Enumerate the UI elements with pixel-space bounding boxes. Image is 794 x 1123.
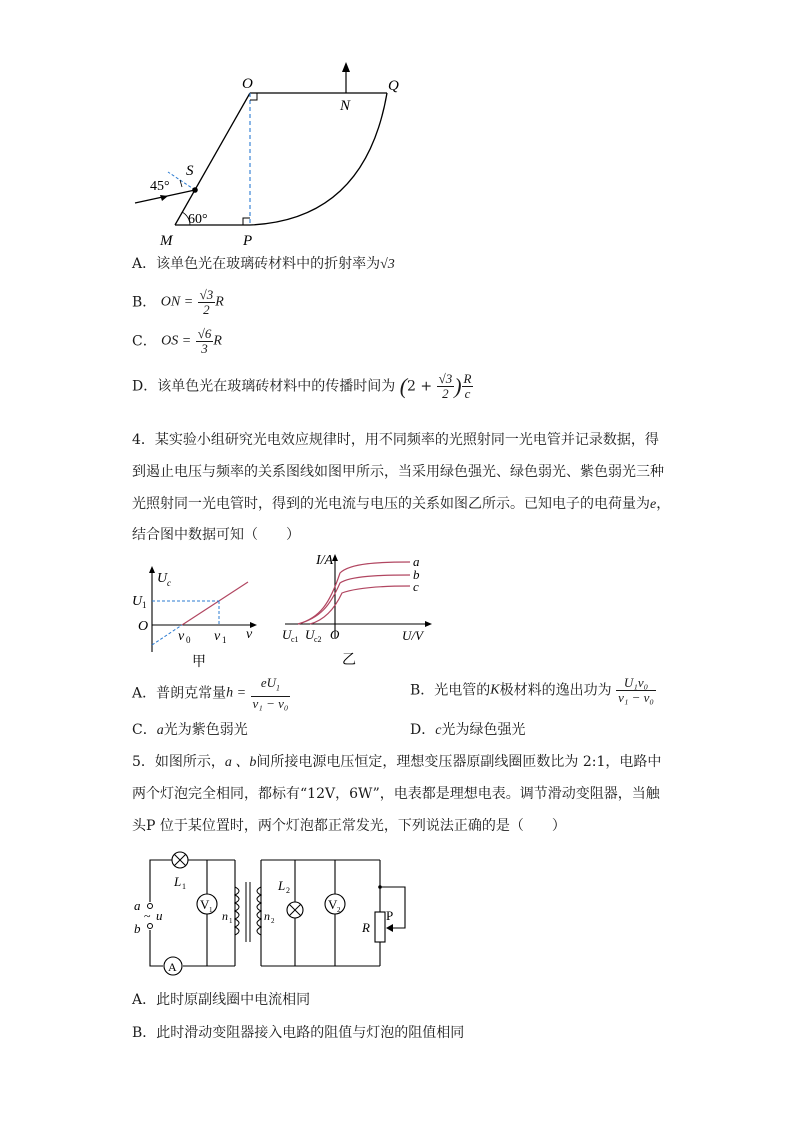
label-45: 45° xyxy=(150,179,170,194)
svg-text:0: 0 xyxy=(186,635,191,645)
label-60: 60° xyxy=(188,212,208,227)
svg-text:U: U xyxy=(157,571,168,586)
svg-text:~: ~ xyxy=(144,909,151,923)
svg-text:L: L xyxy=(174,874,182,889)
q5-line3: 头P 位于某位置时，两个灯泡都正常发光，下列说法正确的是（ ） xyxy=(132,818,566,834)
svg-text:c: c xyxy=(413,579,419,594)
curve-b xyxy=(298,575,410,624)
q3-b-fraction: $\frac{√3}{2}$ xyxy=(199,287,214,317)
q3-option-a[interactable]: A．该单色光在玻璃砖材料中的折射率为√3 xyxy=(132,256,395,272)
svg-text:U: U xyxy=(305,627,315,642)
curve-a xyxy=(298,562,410,624)
svg-text:O: O xyxy=(138,619,149,634)
svg-text:P: P xyxy=(386,908,394,923)
svg-text:2: 2 xyxy=(337,906,341,914)
ray-arrow xyxy=(160,195,168,201)
svg-text:2: 2 xyxy=(286,886,290,895)
svg-text:a: a xyxy=(134,898,141,913)
svg-text:L: L xyxy=(278,878,286,893)
q3-d-fraction1: $\frac{√3}{2}$ xyxy=(438,371,453,401)
label-N: N xyxy=(340,98,351,114)
q5-option-a[interactable]: A．此时原副线圈中电流相同 xyxy=(132,992,311,1008)
right-angle-O xyxy=(250,93,257,100)
svg-text:甲: 甲 xyxy=(192,655,206,670)
svg-text:1: 1 xyxy=(222,635,227,645)
svg-text:1: 1 xyxy=(142,600,147,610)
svg-text:1: 1 xyxy=(209,906,213,914)
svg-text:c: c xyxy=(167,578,171,588)
svg-text:O: O xyxy=(330,627,340,642)
q4-option-c[interactable]: C．a光为紫色弱光 xyxy=(132,722,248,738)
q4-line1: 4．某实验小组研究光电效应规律时，用不同频率的光照射同一光电管并记录数据，得 xyxy=(132,432,659,448)
jia-line xyxy=(182,582,248,625)
q5-option-b[interactable]: B．此时滑动变阻器接入电路的阻值与灯泡的阻值相同 xyxy=(132,1025,465,1041)
svg-text:b: b xyxy=(413,567,420,582)
q4-line3: 光照射同一光电管时，得到的光电流与电压的关系如图乙所示。已知电子的电荷量为e， xyxy=(132,496,671,512)
q3-c-fraction: $\frac{√6}{3}$ xyxy=(197,326,212,356)
svg-text:a: a xyxy=(413,554,420,569)
svg-text:b: b xyxy=(134,921,141,936)
q4-option-d[interactable]: D．c光为绿色强光 xyxy=(410,722,526,738)
q4-line4: 结合图中数据可知（ ） xyxy=(132,527,300,543)
svg-text:ν: ν xyxy=(178,629,185,644)
q4-option-b[interactable]: B．光电管的K极材料的逸出功为 $\frac{\text{U₁ν₀}}{\text{ν₁ − ν₀}}$ xyxy=(410,675,654,705)
svg-text:ν: ν xyxy=(246,627,253,642)
svg-text:I/A: I/A xyxy=(316,553,334,568)
edge-OM xyxy=(175,93,250,225)
svg-text:1: 1 xyxy=(229,917,233,925)
q3-option-c[interactable]: C． OS = $\frac{√6}{3}$ R xyxy=(132,326,222,356)
svg-text:U: U xyxy=(282,627,292,642)
svg-text:n: n xyxy=(222,909,228,923)
svg-text:V: V xyxy=(200,897,210,912)
rheostat-R-icon xyxy=(375,912,385,942)
q4-b-fraction: $\frac{\text{U₁ν₀}}{\text{ν₁ − ν₀}}$ xyxy=(618,675,654,705)
svg-text:U/V: U/V xyxy=(402,628,423,643)
q3-option-d[interactable]: D．该单色光在玻璃砖材料中的传播时间为 (2 + $\frac{√3}{2}$ ) $\frac{R}{c}$ xyxy=(132,371,472,401)
svg-text:2: 2 xyxy=(271,917,275,925)
exit-arrow xyxy=(342,62,350,72)
svg-text:A: A xyxy=(168,960,177,974)
svg-text:ν: ν xyxy=(214,629,221,644)
right-angle-P xyxy=(243,218,250,225)
svg-text:R: R xyxy=(362,920,370,935)
q5-line2: 两个灯泡完全相同，都标有“12V，6W”，电表都是理想电表。调节滑动变阻器，当触 xyxy=(132,786,660,802)
svg-text:V: V xyxy=(328,897,338,912)
svg-text:n: n xyxy=(264,909,270,923)
q5-circuit xyxy=(130,842,420,982)
svg-text:u: u xyxy=(156,908,163,923)
label-P: P xyxy=(243,233,253,249)
q3-figure xyxy=(120,60,420,255)
q3-option-b[interactable]: B． ON = $\frac{√3}{2}$ R xyxy=(132,287,224,317)
svg-text:乙: 乙 xyxy=(342,653,356,668)
svg-text:1: 1 xyxy=(182,882,186,891)
label-M: M xyxy=(160,233,173,249)
q4-figure-yi xyxy=(280,548,440,670)
q4-a-fraction: $\frac{eU_1}{\text{ν₁ − ν₀}}$ xyxy=(252,675,289,711)
q5-line1: 5．如图所示，a 、b间所接电源电压恒定，理想变压器原副线圈匝数比为 2:1，电路中 xyxy=(132,754,662,770)
q4-option-a[interactable]: A．普朗克常量h = $\frac{eU_1}{\text{ν₁ − ν₀}}$ xyxy=(132,675,289,711)
q3-d-fraction2: $\frac{R}{c}$ xyxy=(463,371,472,401)
label-O: O xyxy=(242,76,253,92)
q4-line2: 到遏止电压与频率的关系图线如图甲所示，当采用绿色强光、绿色弱光、紫色弱光三种 xyxy=(132,464,664,480)
svg-text:c2: c2 xyxy=(314,635,322,644)
point-S xyxy=(192,187,198,193)
svg-text:c1: c1 xyxy=(291,635,299,644)
svg-text:U: U xyxy=(132,594,143,609)
label-S: S xyxy=(186,163,194,179)
label-Q: Q xyxy=(388,78,399,94)
q4-figure-jia xyxy=(130,560,270,670)
arc-PQ xyxy=(250,93,387,225)
